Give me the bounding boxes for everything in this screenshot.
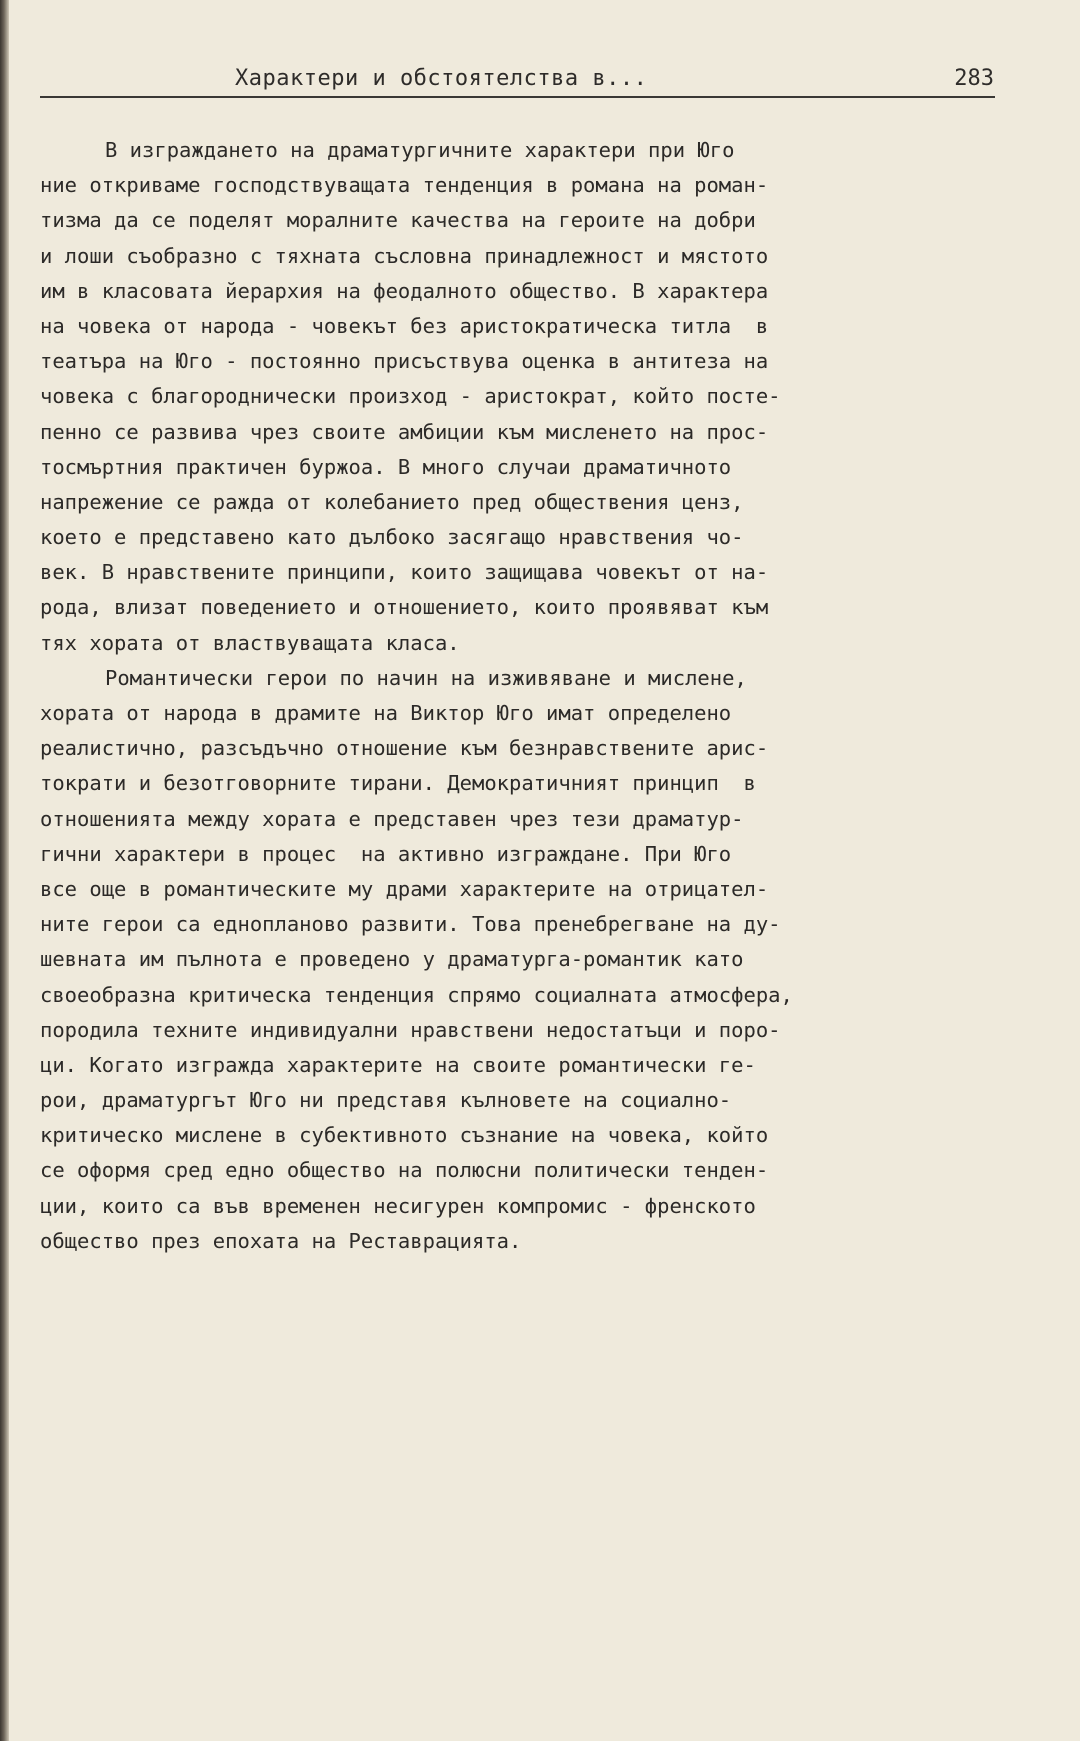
body-text [40,133,1015,1259]
text-line: театъра на Юго - постоянно присъствува оценка в антитеза на [40,349,769,374]
paragraph-1 [40,133,1015,661]
text-line: тосмъртния практичен буржоа. В много случаи драматичното [40,454,732,479]
text-line: породила техните индивидуални нравствени недостатъци и поро- [40,1017,781,1042]
text-line: напрежение се ражда от колебанието пред обществения ценз, [40,489,744,514]
text-line: рода, влизат поведението и отношението, които проявяват към [40,595,769,620]
text-line: общество през епохата на Реставрацията. [40,1228,522,1253]
text-line: отношенията между хората е представен чрез тези драматур- [40,806,744,831]
page-number: 283 [954,66,994,91]
text-line: своеобразна критическа тенденция спрямо социалната атмосфера, [40,982,793,1007]
text-line: ци. Когато изгражда характерите на своите романтически ге- [40,1052,756,1077]
text-line: тизма да се поделят моралните качества на героите на добри [40,208,756,233]
text-line: което е представено като дълбоко засягащо нравствения чо- [40,525,744,550]
text-line: и лоши съобразно с тяхната съсловна принадлежност и мястото [40,243,769,268]
text-line: гични характери в процес на активно изграждане. При Юго [40,841,732,866]
text-line: човека с благороднически произход - аристократ, който посте- [40,384,781,409]
text-line: се оформя сред едно общество на полюсни политически тенден- [40,1158,769,1183]
text-line: рои, драматургът Юго ни представя кълновете на социално- [40,1088,732,1113]
header-rule [40,96,995,98]
text-line: Романтически герои по начин на изживяване и мислене, [105,665,747,690]
book-binding-edge [0,0,9,1741]
paragraph-2 [40,661,1015,1259]
text-line: хората от народа в драмите на Виктор Юго имат определено [40,701,732,725]
text-line: тях хората от властвуващата класа. [40,630,460,655]
text-line: ните герои са еднопланово развити. Това пренебрегване на ду- [40,912,781,937]
page-header [40,62,995,98]
text-line: пенно се развива чрез своите амбиции към мисленето на прос- [40,419,769,444]
running-title: Характери и обстоятелства в... [235,66,648,91]
text-line: на човека от народа - човекът без аристократическа титла в [40,313,769,338]
text-line: все още в романтическите му драми характерите на отрицател- [40,876,769,901]
text-line: ние откриваме господствуващата тенденция в романа на роман- [40,173,769,198]
text-line: реалистично, разсъдъчно отношение към безнравствените арис- [40,736,769,761]
text-line: ции, които са във временен несигурен компромис - френското [40,1193,756,1218]
text-line: тократи и безотговорните тирани. Демократичният принцип в [40,771,756,796]
text-line: шевната им пълнота е проведено у драматурга-романтик като [40,947,744,972]
text-line: критическо мислене в субективното съзнание на човека, който [40,1123,769,1148]
text-line: век. В нравствените принципи, които защищава човекът от на- [40,560,769,585]
text-line: им в класовата йерархия на феодалното общество. В характера [40,278,769,303]
text-line: В изграждането на драматургичните характери при Юго [105,138,735,162]
